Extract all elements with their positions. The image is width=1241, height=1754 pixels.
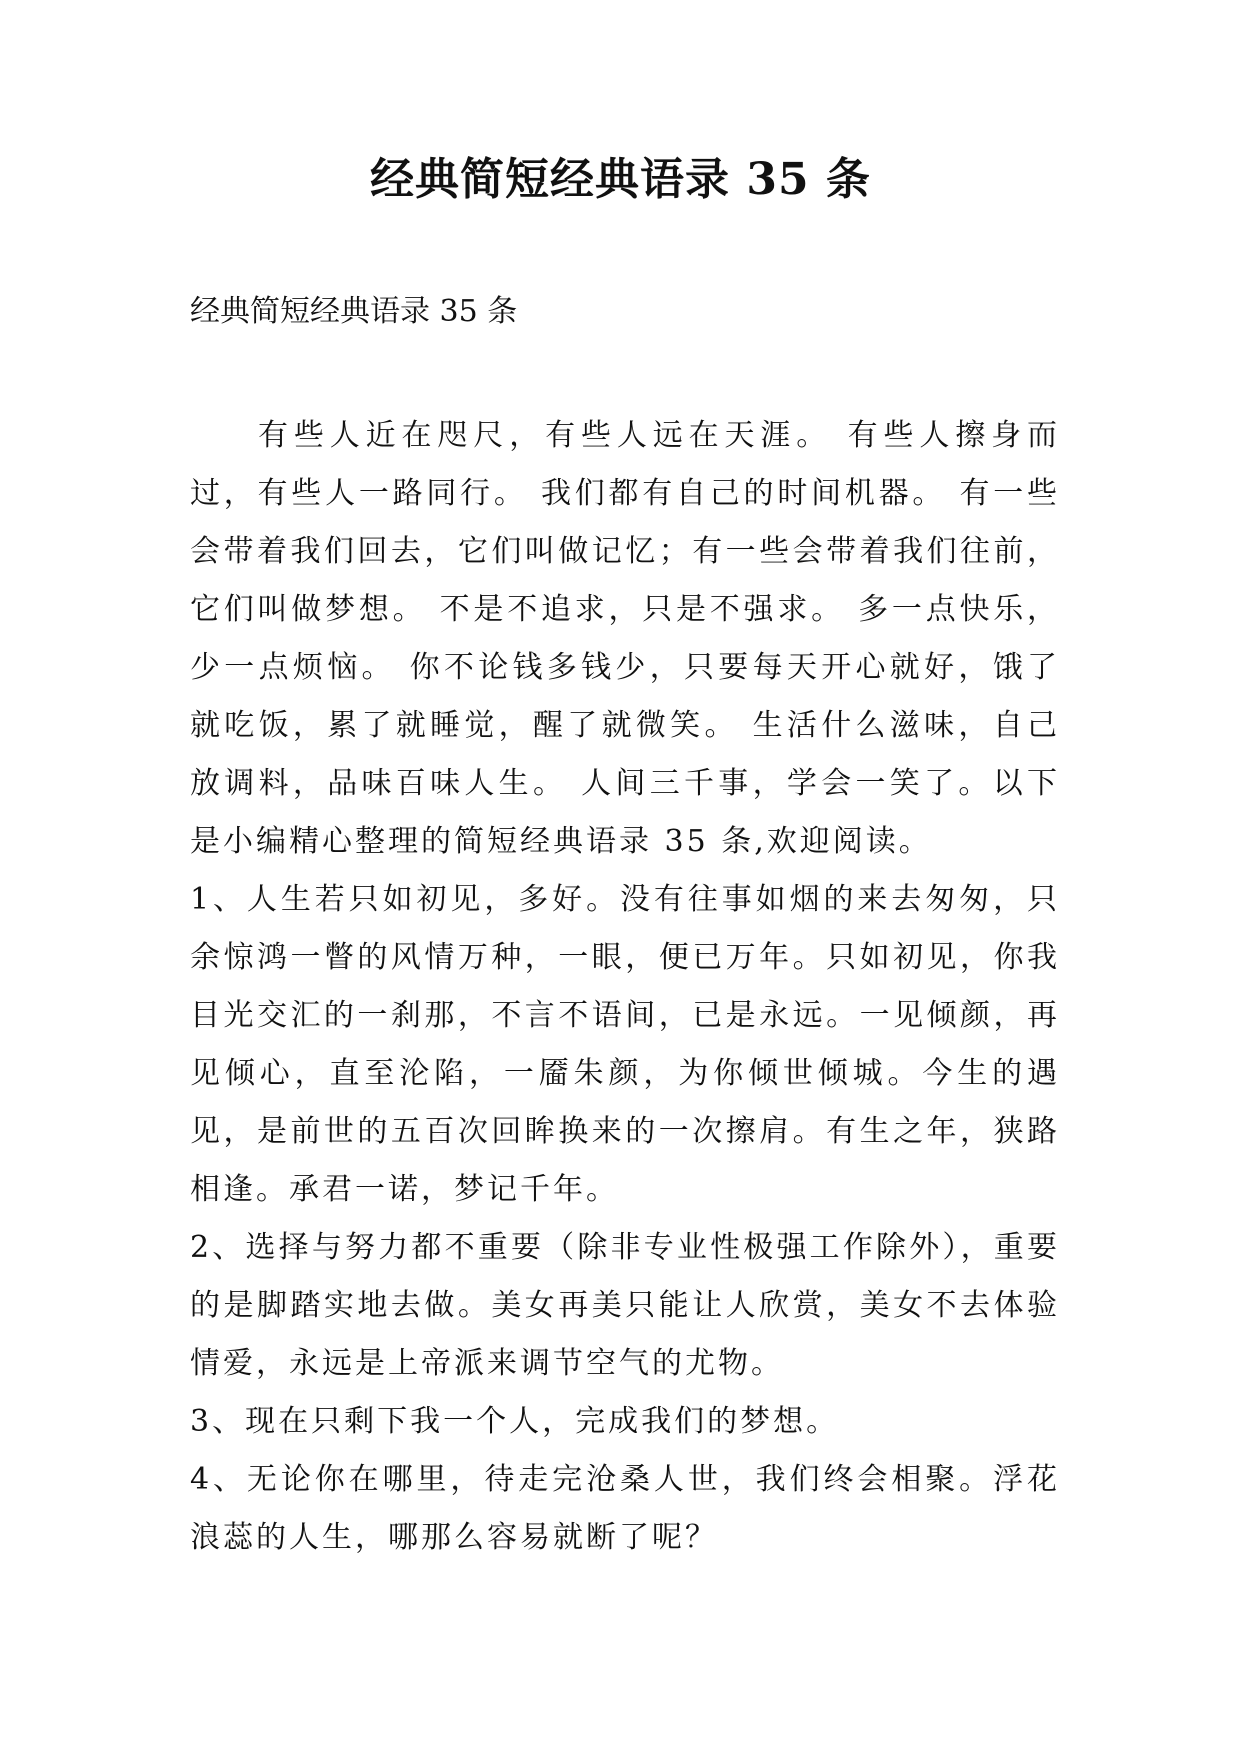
quote-paragraph-3: 3、现在只剩下我一个人，完成我们的梦想。 bbox=[190, 1404, 840, 1439]
quote-paragraph-2: 2、选择与努力都不重要（除非专业性极强工作除外），重要的是脚踏实地去做。美女再美只能让人欣赏，美女不去体验情爱，永远是上帝派来调节空气的尤物。 bbox=[190, 1230, 1060, 1381]
document-subtitle: 经典简短经典语录 35 条 bbox=[190, 294, 518, 329]
document-title: 经典简短经典语录 35 条 bbox=[370, 154, 871, 205]
document-body bbox=[190, 407, 1060, 1567]
intro-paragraph: 有些人近在咫尺，有些人远在天涯。 有些人擦身而过，有些人一路同行。 我们都有自己的时间机器。 有一些会带着我们回去，它们叫做记忆；有一些会带着我们往前，它们叫做梦想。 不是不追求，只是不强求。 多一点快乐，少一点烦恼。 你不论钱多钱少，只要每天开心就好，饿了就吃饭，累了就睡觉，醒了就微笑。 生活什么滋味，自己放调料，品味百味人生。 人间三千事，学会一笑了。以下是小编精心整理的简短经典语录 35 条,欢迎阅读。 bbox=[190, 418, 1060, 859]
quote-paragraph-1: 1、人生若只如初见，多好。没有往事如烟的来去匆匆，只余惊鸿一瞥的风情万种，一眼，便已万年。只如初见，你我目光交汇的一刹那，不言不语间，已是永远。一见倾颜，再见倾心，直至沦陷，一靥朱颜，为你倾世倾城。今生的遇见，是前世的五百次回眸换来的一次擦肩。有生之年，狭路相逢。承君一诺，梦记千年。 bbox=[190, 882, 1060, 1207]
quote-paragraph-4: 4、无论你在哪里，待走完沧桑人世，我们终会相聚。浮花浪蕊的人生，哪那么容易就断了呢？ bbox=[190, 1462, 1060, 1555]
